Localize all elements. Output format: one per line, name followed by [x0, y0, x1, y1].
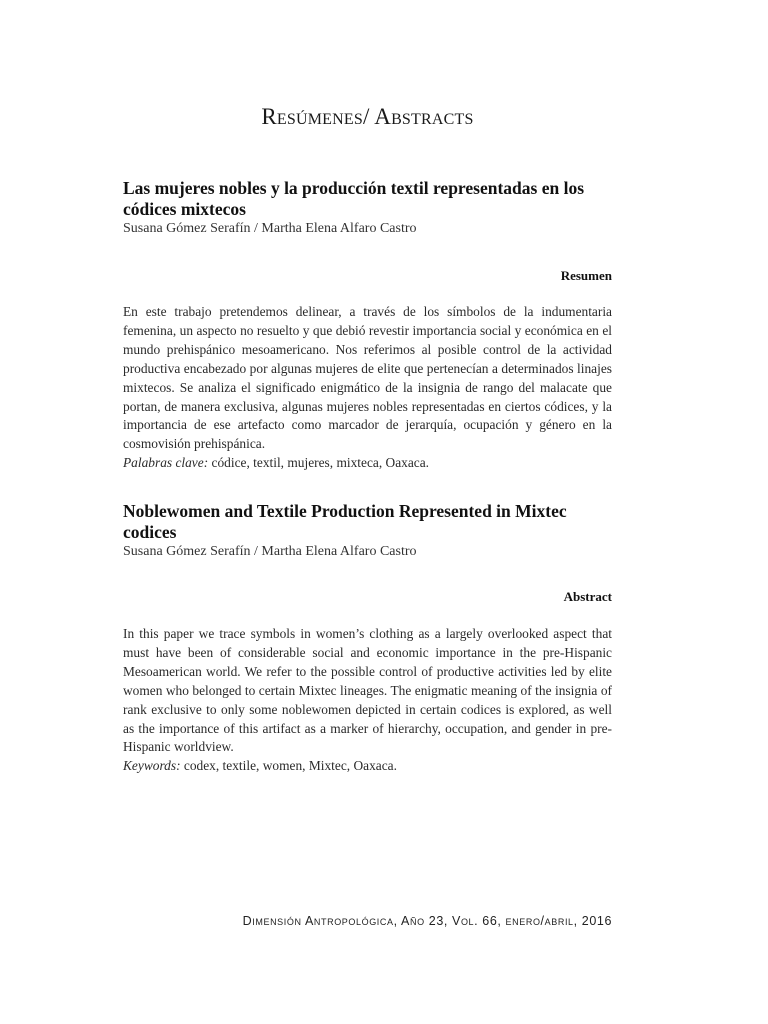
- keywords-text: codex, textile, women, Mixtec, Oaxaca.: [183, 758, 397, 774]
- abstract-body: In this paper we trace symbols in women’s clothing as a largely overlooked aspect that must have been of considerable social and economic importance in the pre-Hispanic Mesoamerican world. We refer to the possible control of productive activities led by elite women who belonged to certain Mixtec lineages. The enigmatic meaning of the insignia of rank exclusive to only some noblewomen depicted in certain codices is explored, as well as the importance of this artifact as a marker of hierarchy, occupation, and gender in pre-Hispanic worldview.: [123, 626, 612, 755]
- keywords-line: [123, 757, 612, 776]
- article-authors: Susana Gómez Serafín / Martha Elena Alfaro Castro: [123, 221, 417, 236]
- page-heading: Resúmenes/ Abstracts: [261, 104, 474, 129]
- article-authors: Susana Gómez Serafín / Martha Elena Alfaro Castro: [123, 544, 417, 559]
- article-title: Noblewomen and Textile Production Represented in Mixtec codices: [123, 501, 567, 542]
- section-label-abstract: Abstract: [563, 589, 612, 604]
- keywords-text: códice, textil, mujeres, mixteca, Oaxaca.: [211, 455, 430, 471]
- running-footer: Dimensión Antropológica, Año 23, Vol. 66, enero/abril, 2016: [242, 914, 612, 928]
- keywords-label: Keywords:: [123, 758, 181, 774]
- article-title: Las mujeres nobles y la producción textil representadas en los códices mixtecos: [123, 178, 585, 219]
- keywords-line: [123, 454, 612, 473]
- abstract-body: En este trabajo pretendemos delinear, a través de los símbolos de la indumentaria femenina, un aspecto no resuelto y que debió revestir importancia social y económica en el mundo prehispánico mesoamericano. Nos referimos al posible control de la actividad productiva encabezado por algunas mujeres de elite que pertenecían a determinados linajes mixtecos. Se analiza el significado enigmático de la insignia de rango del malacate que portan, de manera exclusiva, algunas mujeres nobles representadas en ciertos códices, y la importancia de ese artefacto como marcador de jerarquía, ocupación y género en la cosmovisión prehispánica.: [123, 304, 612, 452]
- article-spanish: [123, 178, 612, 473]
- section-label-resumen: Resumen: [560, 268, 612, 283]
- article-english: [123, 501, 612, 776]
- document-page: [123, 0, 612, 1024]
- keywords-label: Palabras clave:: [123, 455, 209, 471]
